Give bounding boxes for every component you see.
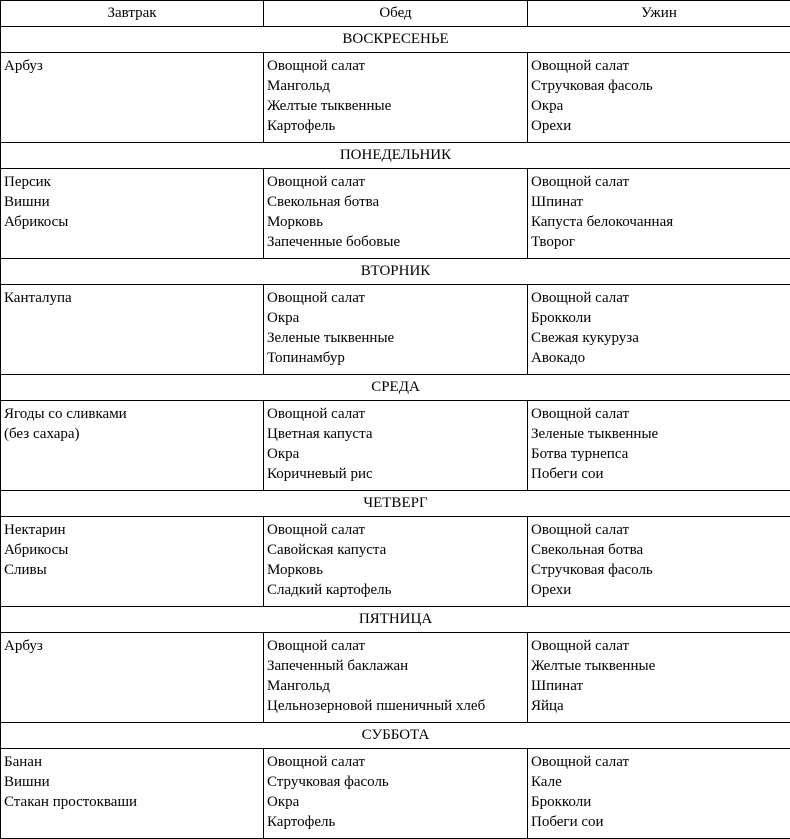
food-item: Овощной салат: [267, 56, 527, 76]
food-item: Ботва турнепса: [531, 444, 790, 464]
food-item: Нектарин: [4, 520, 263, 540]
dinner-cell: [528, 169, 790, 259]
food-item: Яйца: [531, 696, 790, 716]
lunch-cell: [264, 169, 528, 259]
food-item: Цветная капуста: [267, 424, 527, 444]
day-row: [1, 607, 790, 633]
food-item: Свежая кукуруза: [531, 328, 790, 348]
breakfast-cell: [1, 169, 264, 259]
day-name: ПОНЕДЕЛЬНИК: [1, 143, 790, 169]
breakfast-cell: [1, 749, 264, 839]
dinner-cell: [528, 285, 790, 375]
food-item: Вишни: [4, 192, 263, 212]
food-item: Арбуз: [4, 636, 263, 656]
breakfast-cell: [1, 401, 264, 491]
food-item: Овощной салат: [267, 636, 527, 656]
dinner-cell: [528, 749, 790, 839]
food-item: Свекольная ботва: [267, 192, 527, 212]
meal-row: [1, 401, 790, 491]
food-item: (без сахара): [4, 424, 263, 444]
food-item: Свекольная ботва: [531, 540, 790, 560]
food-item: Овощной салат: [267, 404, 527, 424]
header-breakfast: Завтрак: [1, 1, 264, 27]
food-item: Брокколи: [531, 792, 790, 812]
food-item: Мангольд: [267, 676, 527, 696]
food-item: Мангольд: [267, 76, 527, 96]
food-item: Овощной салат: [531, 636, 790, 656]
dinner-cell: [528, 633, 790, 723]
day-row: [1, 27, 790, 53]
food-item: Стакан простокваши: [4, 792, 263, 812]
food-item: Стручковая фасоль: [531, 560, 790, 580]
header-lunch: Обед: [264, 1, 528, 27]
lunch-cell: [264, 285, 528, 375]
lunch-cell: [264, 53, 528, 143]
day-row: [1, 259, 790, 285]
breakfast-cell: [1, 285, 264, 375]
food-item: Савойская капуста: [267, 540, 527, 560]
meal-row: [1, 285, 790, 375]
header-row: [1, 1, 790, 27]
food-item: Окра: [267, 792, 527, 812]
meal-row: [1, 517, 790, 607]
meal-row: [1, 169, 790, 259]
food-item: Сладкий картофель: [267, 580, 527, 600]
day-name: СРЕДА: [1, 375, 790, 401]
food-item: Брокколи: [531, 308, 790, 328]
food-item: Овощной салат: [531, 172, 790, 192]
food-item: Абрикосы: [4, 540, 263, 560]
food-item: Побеги сои: [531, 812, 790, 832]
food-item: Овощной салат: [531, 56, 790, 76]
food-item: Морковь: [267, 212, 527, 232]
food-item: Побеги сои: [531, 464, 790, 484]
day-name: ЧЕТВЕРГ: [1, 491, 790, 517]
food-item: Авокадо: [531, 348, 790, 368]
food-item: Коричневый рис: [267, 464, 527, 484]
lunch-cell: [264, 633, 528, 723]
food-item: Окра: [267, 308, 527, 328]
food-item: Овощной салат: [531, 752, 790, 772]
food-item: Канталупа: [4, 288, 263, 308]
food-item: Орехи: [531, 580, 790, 600]
day-name: СУББОТА: [1, 723, 790, 749]
food-item: Вишни: [4, 772, 263, 792]
food-item: Картофель: [267, 116, 527, 136]
food-item: Стручковая фасоль: [531, 76, 790, 96]
day-name: ВОСКРЕСЕНЬЕ: [1, 27, 790, 53]
food-item: Окра: [531, 96, 790, 116]
breakfast-cell: [1, 633, 264, 723]
food-item: Арбуз: [4, 56, 263, 76]
dinner-cell: [528, 517, 790, 607]
food-item: Овощной салат: [267, 288, 527, 308]
food-item: Орехи: [531, 116, 790, 136]
food-item: Шпинат: [531, 192, 790, 212]
lunch-cell: [264, 749, 528, 839]
food-item: Овощной салат: [531, 404, 790, 424]
dinner-cell: [528, 53, 790, 143]
lunch-cell: [264, 401, 528, 491]
food-item: Желтые тыквенные: [531, 656, 790, 676]
day-row: [1, 143, 790, 169]
dinner-cell: [528, 401, 790, 491]
food-item: Картофель: [267, 812, 527, 832]
day-row: [1, 491, 790, 517]
food-item: Капуста белокочанная: [531, 212, 790, 232]
day-row: [1, 375, 790, 401]
food-item: Шпинат: [531, 676, 790, 696]
food-item: Топинамбур: [267, 348, 527, 368]
day-row: [1, 723, 790, 749]
food-item: Сливы: [4, 560, 263, 580]
food-item: Морковь: [267, 560, 527, 580]
food-item: Овощной салат: [531, 288, 790, 308]
food-item: Кале: [531, 772, 790, 792]
food-item: Окра: [267, 444, 527, 464]
breakfast-cell: [1, 53, 264, 143]
breakfast-cell: [1, 517, 264, 607]
meal-row: [1, 53, 790, 143]
food-item: Ягоды со сливками: [4, 404, 263, 424]
food-item: Желтые тыквенные: [267, 96, 527, 116]
food-item: Зеленые тыквенные: [531, 424, 790, 444]
food-item: Запеченные бобовые: [267, 232, 527, 252]
food-item: Абрикосы: [4, 212, 263, 232]
meal-row: [1, 633, 790, 723]
food-item: Овощной салат: [267, 752, 527, 772]
food-item: Персик: [4, 172, 263, 192]
food-item: Запеченный баклажан: [267, 656, 527, 676]
food-item: Банан: [4, 752, 263, 772]
food-item: Зеленые тыквенные: [267, 328, 527, 348]
food-item: Стручковая фасоль: [267, 772, 527, 792]
day-name: ПЯТНИЦА: [1, 607, 790, 633]
food-item: Овощной салат: [267, 520, 527, 540]
lunch-cell: [264, 517, 528, 607]
header-dinner: Ужин: [528, 1, 790, 27]
food-item: Творог: [531, 232, 790, 252]
food-item: Овощной салат: [267, 172, 527, 192]
meal-row: [1, 749, 790, 839]
food-item: Овощной салат: [531, 520, 790, 540]
food-item: Цельнозерновой пшеничный хлеб: [267, 696, 527, 716]
table-body: [1, 27, 790, 839]
day-name: ВТОРНИК: [1, 259, 790, 285]
